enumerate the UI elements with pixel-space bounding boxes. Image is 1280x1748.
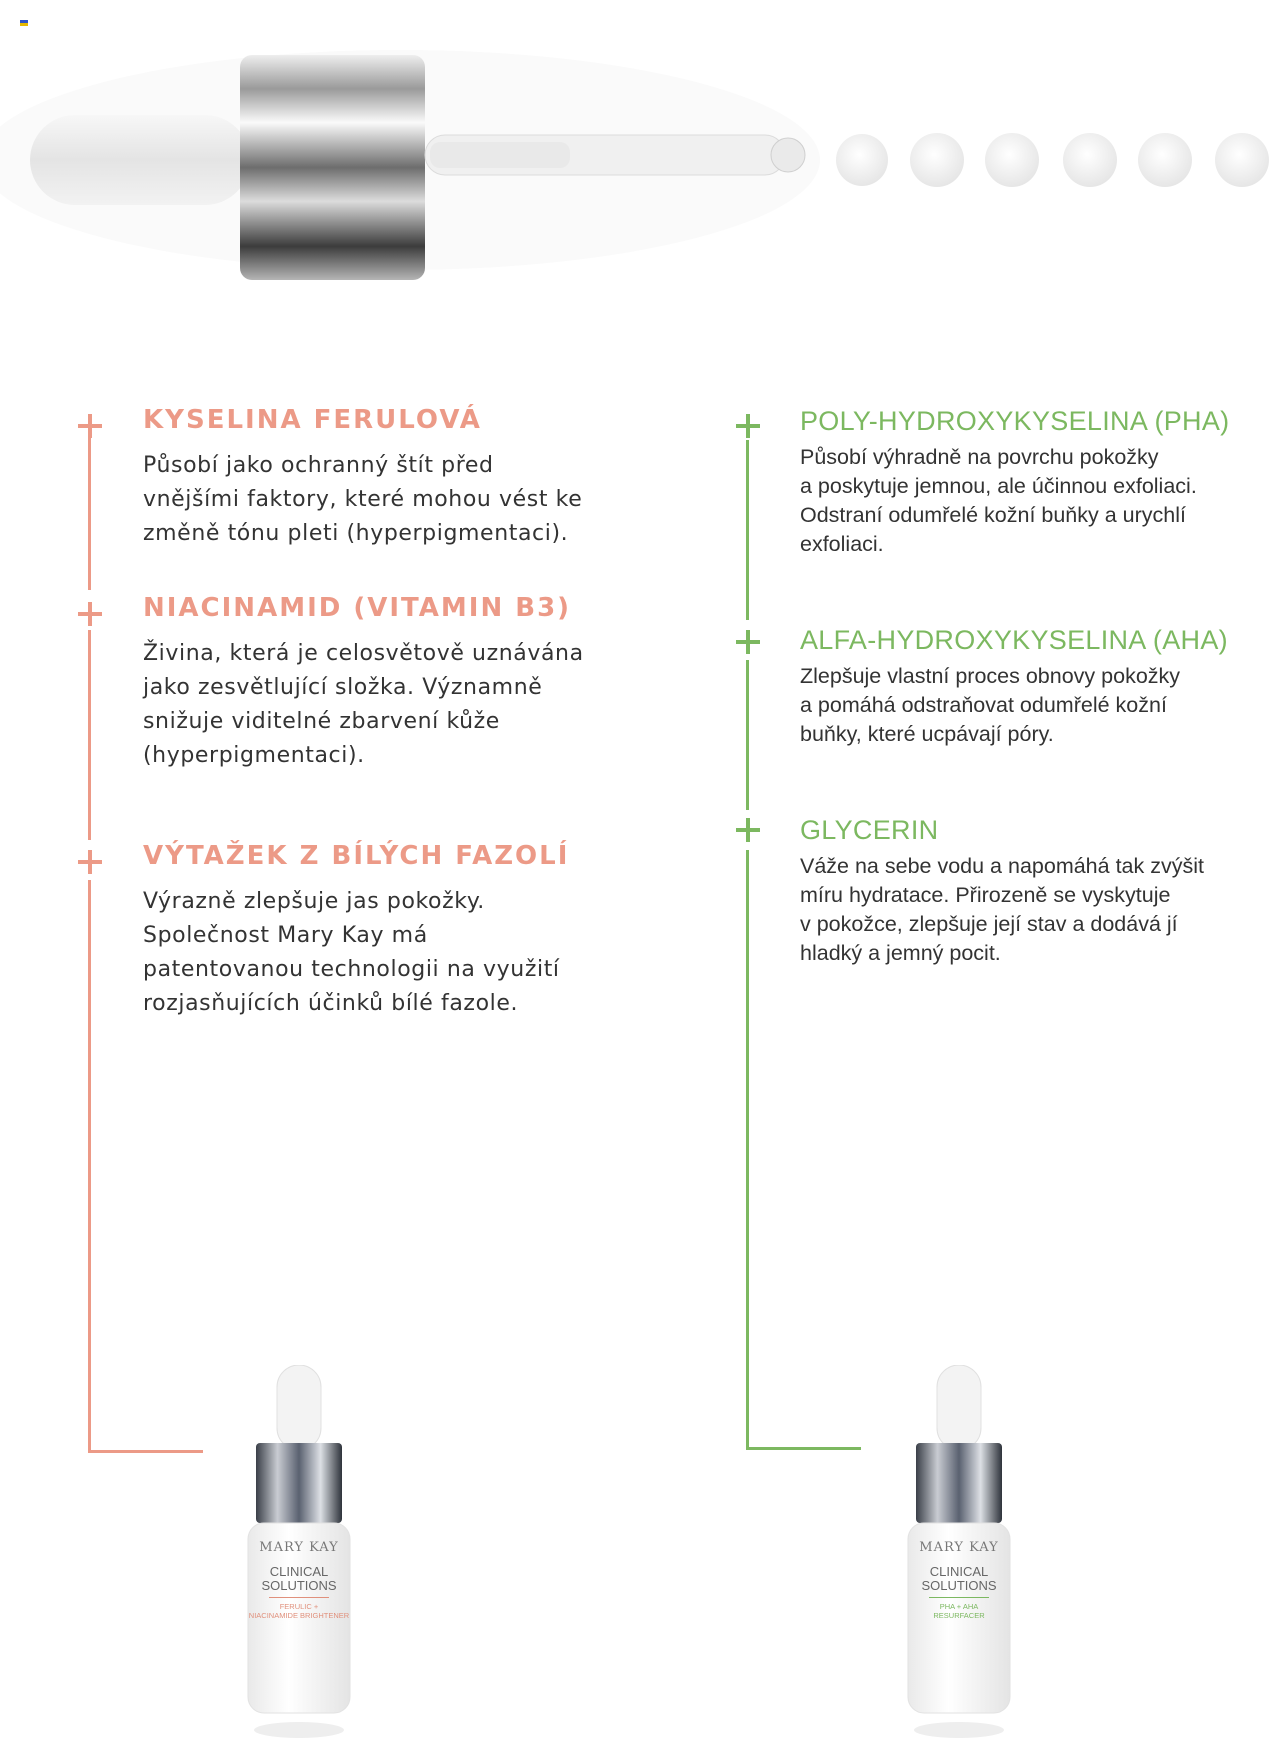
ingredient-desc-line: a pomáhá odstraňovat odumřelé kožní	[800, 693, 1167, 717]
left-connector-line	[88, 630, 91, 840]
product-line: CLINICAL	[269, 1564, 329, 1579]
plus-icon	[736, 414, 760, 438]
ingredient-ferulic	[143, 405, 582, 551]
dropper-illustration	[0, 30, 1280, 330]
left-connector-line	[88, 438, 91, 590]
ingredient-title: GLYCERIN	[800, 815, 939, 845]
product-line: SOLUTIONS	[261, 1578, 337, 1593]
product-line: CLINICAL	[929, 1564, 989, 1579]
ingredient-desc-line: Působí jako ochranný štít před	[143, 453, 494, 478]
ingredient-desc-line: Živina, která je celosvětově uznávána	[143, 641, 584, 666]
ingredient-desc-line: v pokožce, zlepšuje její stav a dodává jí	[800, 912, 1178, 936]
ingredient-title: POLY-HYDROXYKYSELINA (PHA)	[800, 406, 1230, 436]
ingredient-desc-line: vnějšími faktory, které mohou vést ke	[143, 487, 583, 512]
ingredient-desc-line: Váže na sebe vodu a napomáhá tak zvýšit	[800, 854, 1204, 878]
ingredient-desc-line: snižuje viditelné zbarvení kůže	[143, 709, 500, 734]
plus-icon	[78, 850, 102, 874]
product-bottle-ferulic	[244, 1365, 354, 1743]
ingredient-aha	[800, 625, 1228, 749]
ingredient-desc-line: změně tónu pleti (hyperpigmentaci).	[143, 521, 569, 546]
ingredient-title: NIACINAMID (VITAMIN B3)	[143, 593, 572, 623]
product-subtitle: PHA + AHA	[939, 1602, 979, 1611]
flag-icon	[20, 20, 28, 26]
right-connector-line	[746, 440, 749, 620]
ingredient-title: ALFA-HYDROXYKYSELINA (AHA)	[800, 625, 1228, 655]
ingredient-desc-line: Odstraní odumřelé kožní buňky a urychlí	[800, 503, 1186, 527]
left-connector-line	[88, 880, 91, 1452]
ingredient-desc-line: exfoliaci.	[800, 532, 884, 556]
right-baseline	[746, 1447, 861, 1450]
ingredient-desc-line: buňky, které ucpávají póry.	[800, 722, 1054, 746]
ingredient-desc-line: patentovanou technologii na využití	[143, 957, 560, 982]
product-bottle-pha-aha	[904, 1365, 1014, 1743]
ingredient-desc-line: Společnost Mary Kay má	[143, 923, 428, 948]
ingredient-desc-line: Působí výhradně na povrchu pokožky	[800, 445, 1159, 469]
right-connector-line	[746, 660, 749, 810]
product-brand: MARY KAY	[259, 1540, 339, 1555]
ingredient-desc-line: (hyperpigmentaci).	[143, 743, 365, 768]
plus-icon	[736, 630, 760, 654]
ingredient-desc-line: míru hydratace. Přirozeně se vyskytuje	[800, 883, 1171, 907]
product-subtitle: FERULIC +	[279, 1602, 319, 1611]
ingredient-title: VÝTAŽEK Z BÍLÝCH FAZOLÍ	[143, 841, 570, 871]
product-subtitle: RESURFACER	[933, 1611, 985, 1620]
ingredient-desc-line: Výrazně zlepšuje jas pokožky.	[143, 889, 485, 914]
ingredient-desc-line: Zlepšuje vlastní proces obnovy pokožky	[800, 664, 1181, 688]
ingredient-desc-line: a poskytuje jemnou, ale účinnou exfoliaci.	[800, 474, 1197, 498]
label-divider	[269, 1597, 329, 1598]
plus-icon	[78, 602, 102, 626]
ingredient-niacinamide	[143, 593, 584, 773]
product-line: SOLUTIONS	[921, 1578, 997, 1593]
ingredient-desc-line: hladký a jemný pocit.	[800, 941, 1001, 965]
plus-icon	[736, 818, 760, 842]
right-connector-line	[746, 850, 749, 1450]
label-divider	[929, 1597, 989, 1598]
ingredient-pha	[800, 406, 1229, 559]
plus-icon	[78, 414, 102, 438]
ingredient-white-bean	[143, 841, 569, 1021]
left-baseline	[88, 1450, 203, 1453]
product-subtitle: NIACINAMIDE BRIGHTENER	[248, 1611, 350, 1620]
ingredient-title: KYSELINA FERULOVÁ	[143, 405, 482, 435]
ingredient-glycerin	[800, 815, 1204, 968]
ingredient-desc-line: jako zesvětlující složka. Významně	[143, 675, 543, 700]
ingredient-desc-line: rozjasňujících účinků bílé fazole.	[143, 991, 519, 1016]
product-brand: MARY KAY	[919, 1540, 999, 1555]
